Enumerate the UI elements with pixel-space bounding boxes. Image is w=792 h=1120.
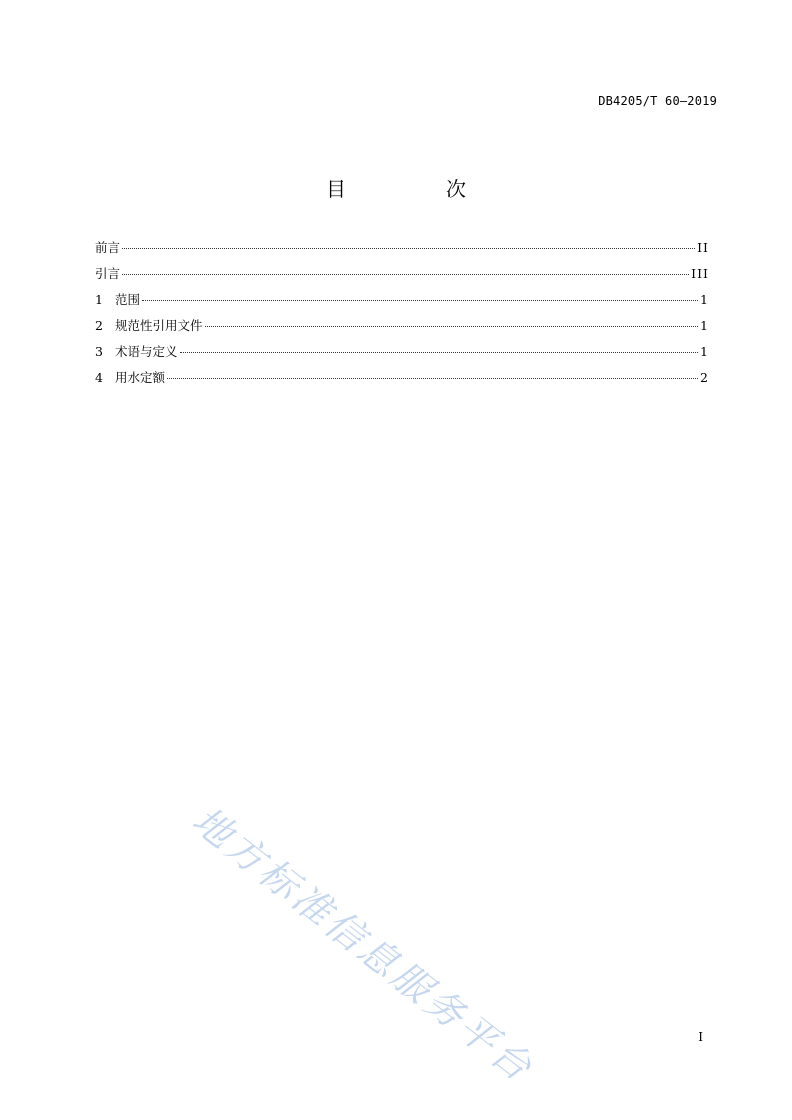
toc-entry-water-quota[interactable]	[95, 368, 709, 394]
toc-entry-introduction[interactable]	[95, 264, 709, 290]
toc-entry-scope[interactable]	[95, 290, 709, 316]
toc-dot-leader	[122, 248, 695, 249]
toc-entry-page: 1	[700, 318, 709, 333]
toc-entry-number: 1	[95, 292, 103, 307]
toc-entry-label: 引言	[95, 266, 121, 281]
watermark: 地方标准信息服务平台	[184, 797, 543, 1092]
toc-entry-number: 2	[95, 318, 103, 333]
table-of-contents	[95, 238, 709, 394]
toc-entry-label: 用水定额	[115, 370, 166, 385]
toc-entry-label: 范围	[115, 292, 141, 307]
toc-dot-leader	[122, 274, 689, 275]
toc-entry-label: 前言	[95, 240, 121, 255]
toc-dot-leader	[205, 326, 699, 327]
toc-entry-number: 3	[95, 344, 103, 359]
toc-entry-page: 1	[700, 344, 709, 359]
toc-entry-label: 术语与定义	[115, 344, 178, 359]
toc-entry-page: 2	[700, 370, 709, 385]
toc-dot-leader	[167, 378, 698, 379]
toc-entry-label: 规范性引用文件	[115, 318, 203, 333]
toc-dot-leader	[142, 300, 698, 301]
toc-entry-page: 1	[700, 292, 709, 307]
toc-title: 目 次	[326, 177, 506, 201]
toc-entry-number: 4	[95, 370, 103, 385]
toc-entry-foreword[interactable]	[95, 238, 709, 264]
document-code: DB4205/T 60—2019	[598, 94, 717, 108]
toc-entry-terms-and-definitions[interactable]	[95, 342, 709, 368]
toc-entry-page: II	[697, 240, 709, 255]
toc-dot-leader	[180, 352, 699, 353]
page-number: I	[698, 1030, 703, 1044]
toc-entry-page: III	[691, 266, 709, 281]
toc-entry-normative-references[interactable]	[95, 316, 709, 342]
